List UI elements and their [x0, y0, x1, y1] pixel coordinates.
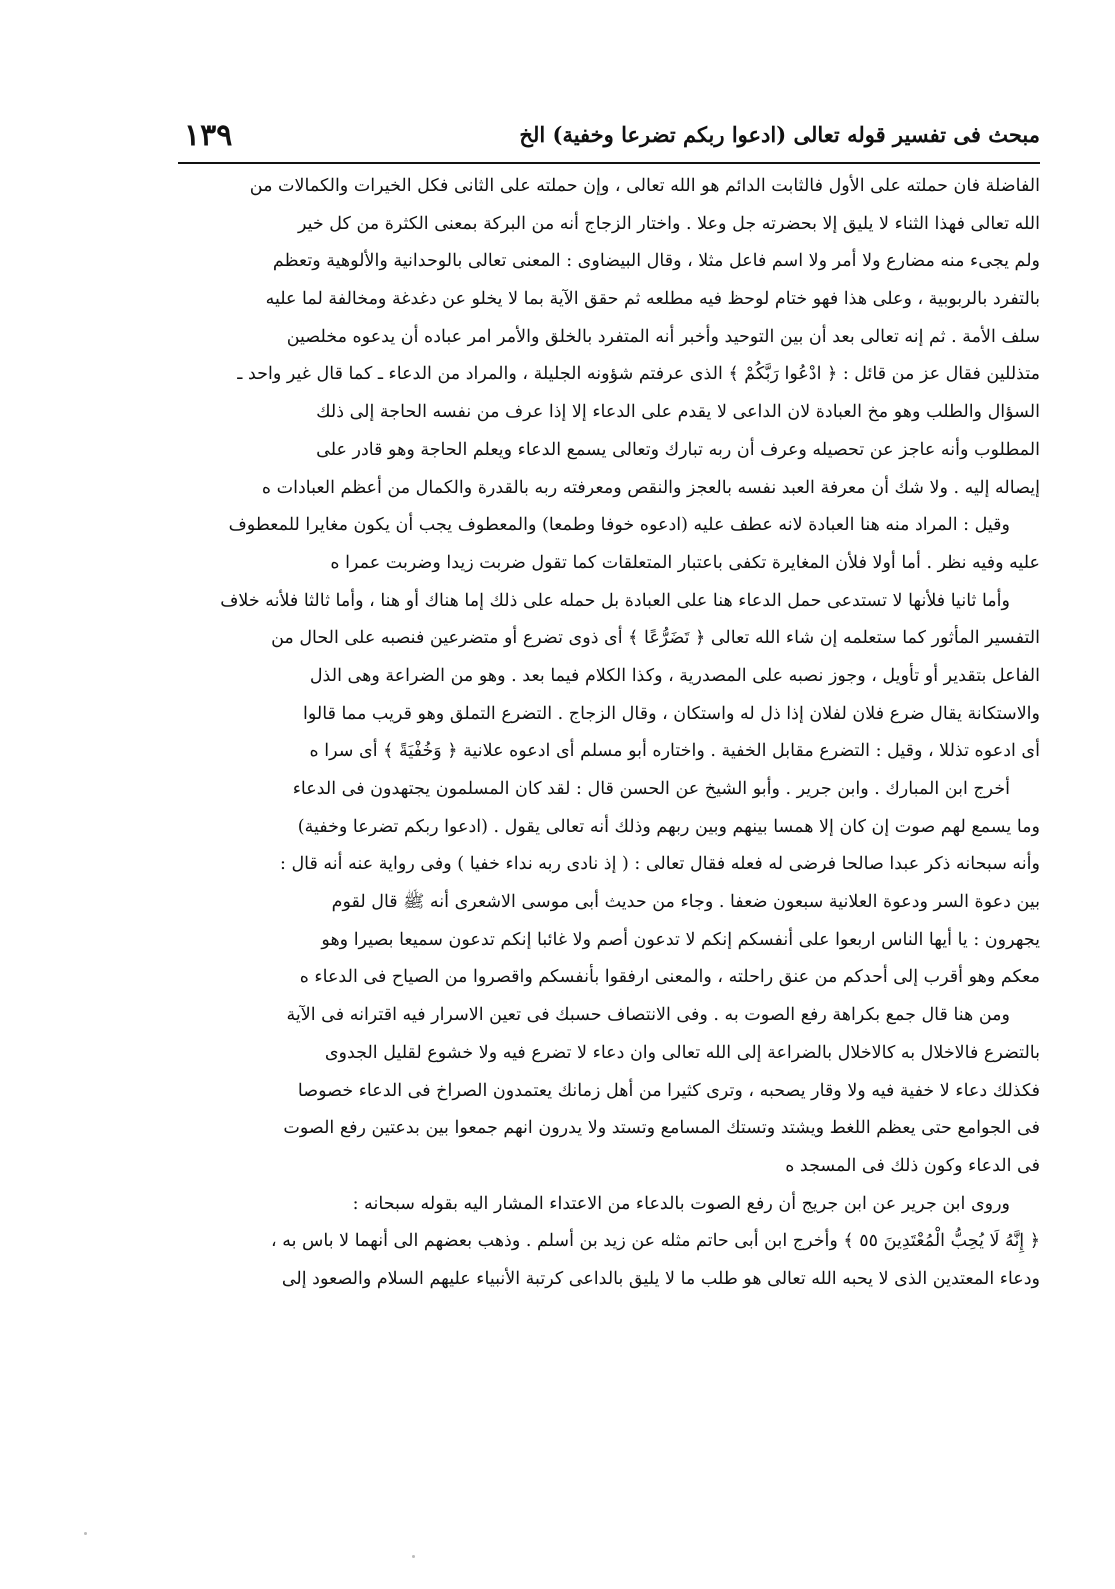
- text-line: سلف الأمة . ثم إنه تعالى بعد أن بين التوحيد وأخبر أنه المتفرد بالخلق والأمر امر عباده أن يدعوه مخلصين: [286, 326, 1040, 347]
- body-text: [178, 168, 1040, 1299]
- text-line: وروى ابن جرير عن ابن جريج أن رفع الصوت بالدعاء من الاعتداء المشار اليه بقوله سبحانه :: [352, 1193, 1010, 1214]
- text-line: ودعاء المعتدين الذى لا يحبه الله تعالى هو طلب ما لا يليق بالداعى كرتبة الأنبياء عليهم السلام والصعود إلى: [281, 1268, 1040, 1289]
- text-line: متذللين فقال عز من قائل : ﴿ ادْعُوا رَبَّكُمْ ﴾ الذى عرفتم شؤونه الجليلة ، والمراد من الدعاء ـ كما قال غير واحد ـ: [237, 364, 1040, 385]
- text-line: معكم وهو أقرب إلى أحدكم من عنق راحلته ، والمعنى ارفقوا بأنفسكم واقصروا من الصياح فى الدعاء ه: [299, 967, 1040, 988]
- text-line: السؤال والطلب وهو مخ العبادة لان الداعى لا يقدم على الدعاء إلا إذا عرف من نفسه الحاجة إلى ذلك: [316, 402, 1040, 423]
- text-line: وما يسمع لهم صوت إن كان إلا همسا بينهم وبين ربهم وذلك أنه تعالى يقول . (ادعوا ربكم تضرعا وخفية): [297, 816, 1040, 837]
- text-line: عليه وفيه نظر . أما أولا فلأن المغايرة تكفى باعتبار المتعلقات كما تقول ضربت زيدا وضربت عمرا ه: [330, 552, 1040, 573]
- text-line: فكذلك دعاء لا خفية فيه ولا وقار يصحبه ، وترى كثيرا من أهل زمانك يعتمدون الصراخ فى الدعاء خصوصا: [297, 1080, 1040, 1101]
- text-line: فى الجوامع حتى يعظم اللغط ويشتد وتستك المسامع وتستد ولا يدرون انهم جمعوا بين بدعتين رفع الصوت: [283, 1118, 1040, 1139]
- text-line: أخرج ابن المبارك . وابن جرير . وأبو الشيخ عن الحسن قال : لقد كان المسلمون يجتهدون فى الدعاء: [292, 779, 1010, 799]
- text-line: ولم يجىء منه مضارع ولا أمر ولا اسم فاعل مثلا ، وقال البيضاوى : المعنى تعالى بالوحدانية والألوهية وتعظم: [272, 251, 1040, 272]
- text-line: أى ادعوه تذللا ، وقيل : التضرع مقابل الخفية . واختاره أبو مسلم أى ادعوه علانية ﴿ وَخُفْيَةً ﴾ أى سرا ه: [309, 741, 1040, 762]
- text-line: بين دعوة السر ودعوة العلانية سبعون ضعفا . وجاء من حديث أبى موسى الاشعرى أنه ﷺ قال لقوم: [331, 892, 1040, 913]
- text-line: ﴿ إِنَّهُ لَا يُحِبُّ الْمُعْتَدِينَ ٥٥ ﴾ وأخرج ابن أبى حاتم مثله عن زيد بن أسلم . وذهب بعضهم الى أنهما لا باس به ،: [271, 1231, 1040, 1252]
- text-line: بالتفرد بالربوبية ، وعلى هذا فهو ختام لوحظ فيه مطلعه ثم حقق الآية بما لا يخلو عن دغدغة ومخالفة لما عليه: [265, 289, 1040, 310]
- page-number: ١٣٩: [184, 118, 233, 153]
- text-line: الفاضلة فان حملته على الأول فالثابت الدائم هو الله تعالى ، وإن حملته على الثانى فكل الخيرات والكمالات من: [249, 176, 1040, 196]
- text-line: بالتضرع فالاخلال به كالاخلال بالضراعة إلى الله تعالى وان دعاء لا تضرع فيه ولا خشوع لقليل الجدوى: [324, 1042, 1040, 1063]
- scan-speck: [84, 1532, 87, 1535]
- page-header: [178, 118, 1040, 158]
- text-line: المطلوب وأنه عاجز عن تحصيله وعرف أن ربه تبارك وتعالى يسمع الدعاء ويعلم الحاجة وهو قادر على: [316, 439, 1040, 460]
- text-line: والاستكانة يقال ضرع فلان لفلان إذا ذل له واستكان ، وقال الزجاج . التضرع التملق وهو قريب مما قالوا: [303, 703, 1040, 724]
- text-line: إيصاله إليه . ولا شك أن معرفة العبد نفسه بالعجز والنقص ومعرفته ربه بالقدرة والكمال من أعظم العبادات ه: [261, 477, 1040, 498]
- text-line: وأنه سبحانه ذكر عبدا صالحا فرضى له فعله فقال تعالى : ( إذ نادى ربه نداء خفيا ) وفى رواية عنه أنه قال :: [279, 854, 1040, 875]
- text-line: وقيل : المراد منه هنا العبادة لانه عطف عليه (ادعوه خوفا وطمعا) والمعطوف يجب أن يكون مغايرا للمعطوف: [228, 515, 1010, 536]
- running-title: مبحث فى تفسير قوله تعالى (ادعوا ربكم تضرعا وخفية) الخ: [519, 122, 1040, 147]
- scan-speck: [412, 1555, 415, 1558]
- text-line: يجهرون : يا أيها الناس اربعوا على أنفسكم إنكم لا تدعون أصم ولا غائبا إنكم تدعون سميعا بصيرا وهو: [321, 929, 1040, 950]
- text-line: وأما ثانيا فلأنها لا تستدعى حمل الدعاء هنا على العبادة بل حمله على ذلك إما هناك أو هنا ، وأما ثالثا فلأنه خلاف: [220, 590, 1010, 611]
- header-rule: [178, 162, 1040, 164]
- text-line: التفسير المأثور كما ستعلمه إن شاء الله تعالى ﴿ تَضَرُّعًا ﴾ أى ذوى تضرع أو متضرعين فنصبه على الحال من: [271, 628, 1040, 649]
- text-line: الله تعالى فهذا الثناء لا يليق إلا بحضرته جل وعلا . واختار الزجاج أنه من البركة بمعنى الكثرة من كل خير: [297, 213, 1040, 234]
- text-line: فى الدعاء وكون ذلك فى المسجد ه: [785, 1155, 1040, 1176]
- text-line: ومن هنا قال جمع بكراهة رفع الصوت به . وفى الانتصاف حسبك فى تعين الاسرار فيه اقترانه فى الآية: [286, 1005, 1010, 1026]
- text-line: الفاعل بتقدير أو تأويل ، وجوز نصبه على المصدرية ، وكذا الكلام فيما بعد . وهو من الضراعة وهى الذل: [309, 665, 1040, 686]
